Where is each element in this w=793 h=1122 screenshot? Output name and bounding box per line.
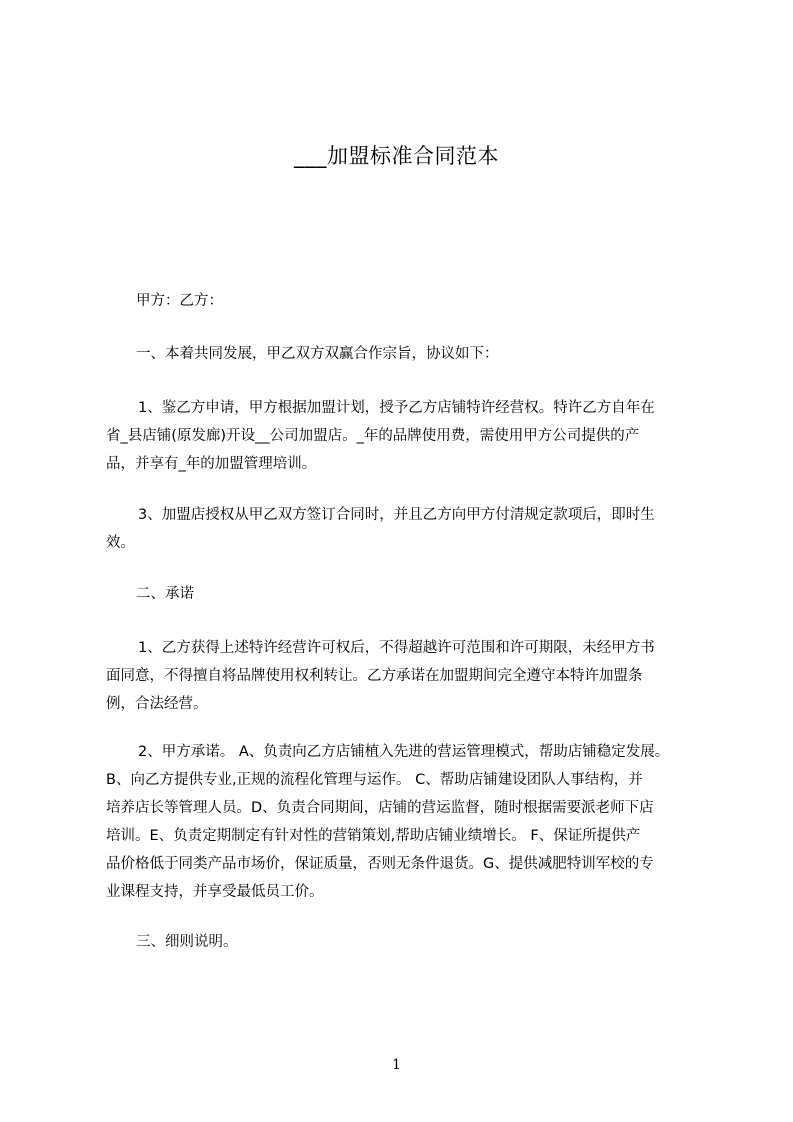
paragraph-section-one xyxy=(136,340,499,368)
paragraph-line: 培养店长等管理人员。D、负责合同期间，店铺的营运监督，随时根据需要派老师下店 xyxy=(106,800,654,816)
paragraph-line: 一、本着共同发展，甲乙双方双赢合作宗旨，协议如下： xyxy=(136,346,499,362)
paragraph-line: 1、乙方获得上述特许经营许可权后，不得超越许可范围和许可期限，未经甲方书 xyxy=(138,640,655,656)
paragraph-line: 省_县店铺(原发廊)开设__公司加盟店。_年的品牌使用费，需使用甲方公司提供的产 xyxy=(106,428,640,444)
page-number: 1 xyxy=(392,1057,401,1073)
paragraph-clause-1 xyxy=(106,394,706,478)
paragraph-section-two xyxy=(136,580,194,608)
paragraph-promise-1 xyxy=(106,634,706,718)
paragraph-line: 例，合法经营。 xyxy=(106,696,208,712)
paragraph-line: 2、甲方承诺。 A、负责向乙方店铺植入先进的营运管理模式，帮助店铺稳定发展。 xyxy=(138,744,670,760)
paragraph-promise-2 xyxy=(106,738,706,906)
paragraph-clause-3 xyxy=(106,501,706,557)
paragraph-line: 二、承诺 xyxy=(136,586,194,602)
paragraph-line: 面同意，不得擅自将品牌使用权利转让。乙方承诺在加盟期间完全遵守本特许加盟条 xyxy=(106,668,643,684)
document-title: ___加盟标准合同范本 xyxy=(294,144,499,168)
paragraph-line: 效。 xyxy=(106,535,135,551)
paragraph-line: 甲方：乙方： xyxy=(136,293,223,309)
paragraph-line: 品，并享有_年的加盟管理培训。 xyxy=(106,456,317,472)
paragraph-line: 品价格低于同类产品市场价，保证质量，否则无条件退货。G、提供减肥特训军校的专 xyxy=(106,856,654,872)
paragraph-line: 业课程支持，并享受最低员工价。 xyxy=(106,884,324,900)
paragraph-line: 三、细则说明。 xyxy=(136,934,238,950)
paragraph-line: 1、鉴乙方申请，甲方根据加盟计划，授予乙方店铺特许经营权。特许乙方自年在 xyxy=(138,400,655,416)
paragraph-line: B、向乙方提供专业,正规的流程化管理与运作。 C、帮助店铺建设团队人事结构，并 xyxy=(106,772,643,788)
paragraph-line: 3、加盟店授权从甲乙双方签订合同时，并且乙方向甲方付清规定款项后，即时生 xyxy=(138,507,655,523)
paragraph-parties xyxy=(136,287,223,315)
paragraph-section-three xyxy=(136,928,238,956)
paragraph-line: 培训。E、负责定期制定有针对性的营销策划,帮助店铺业绩增长。 F、保证所提供产 xyxy=(106,828,641,844)
